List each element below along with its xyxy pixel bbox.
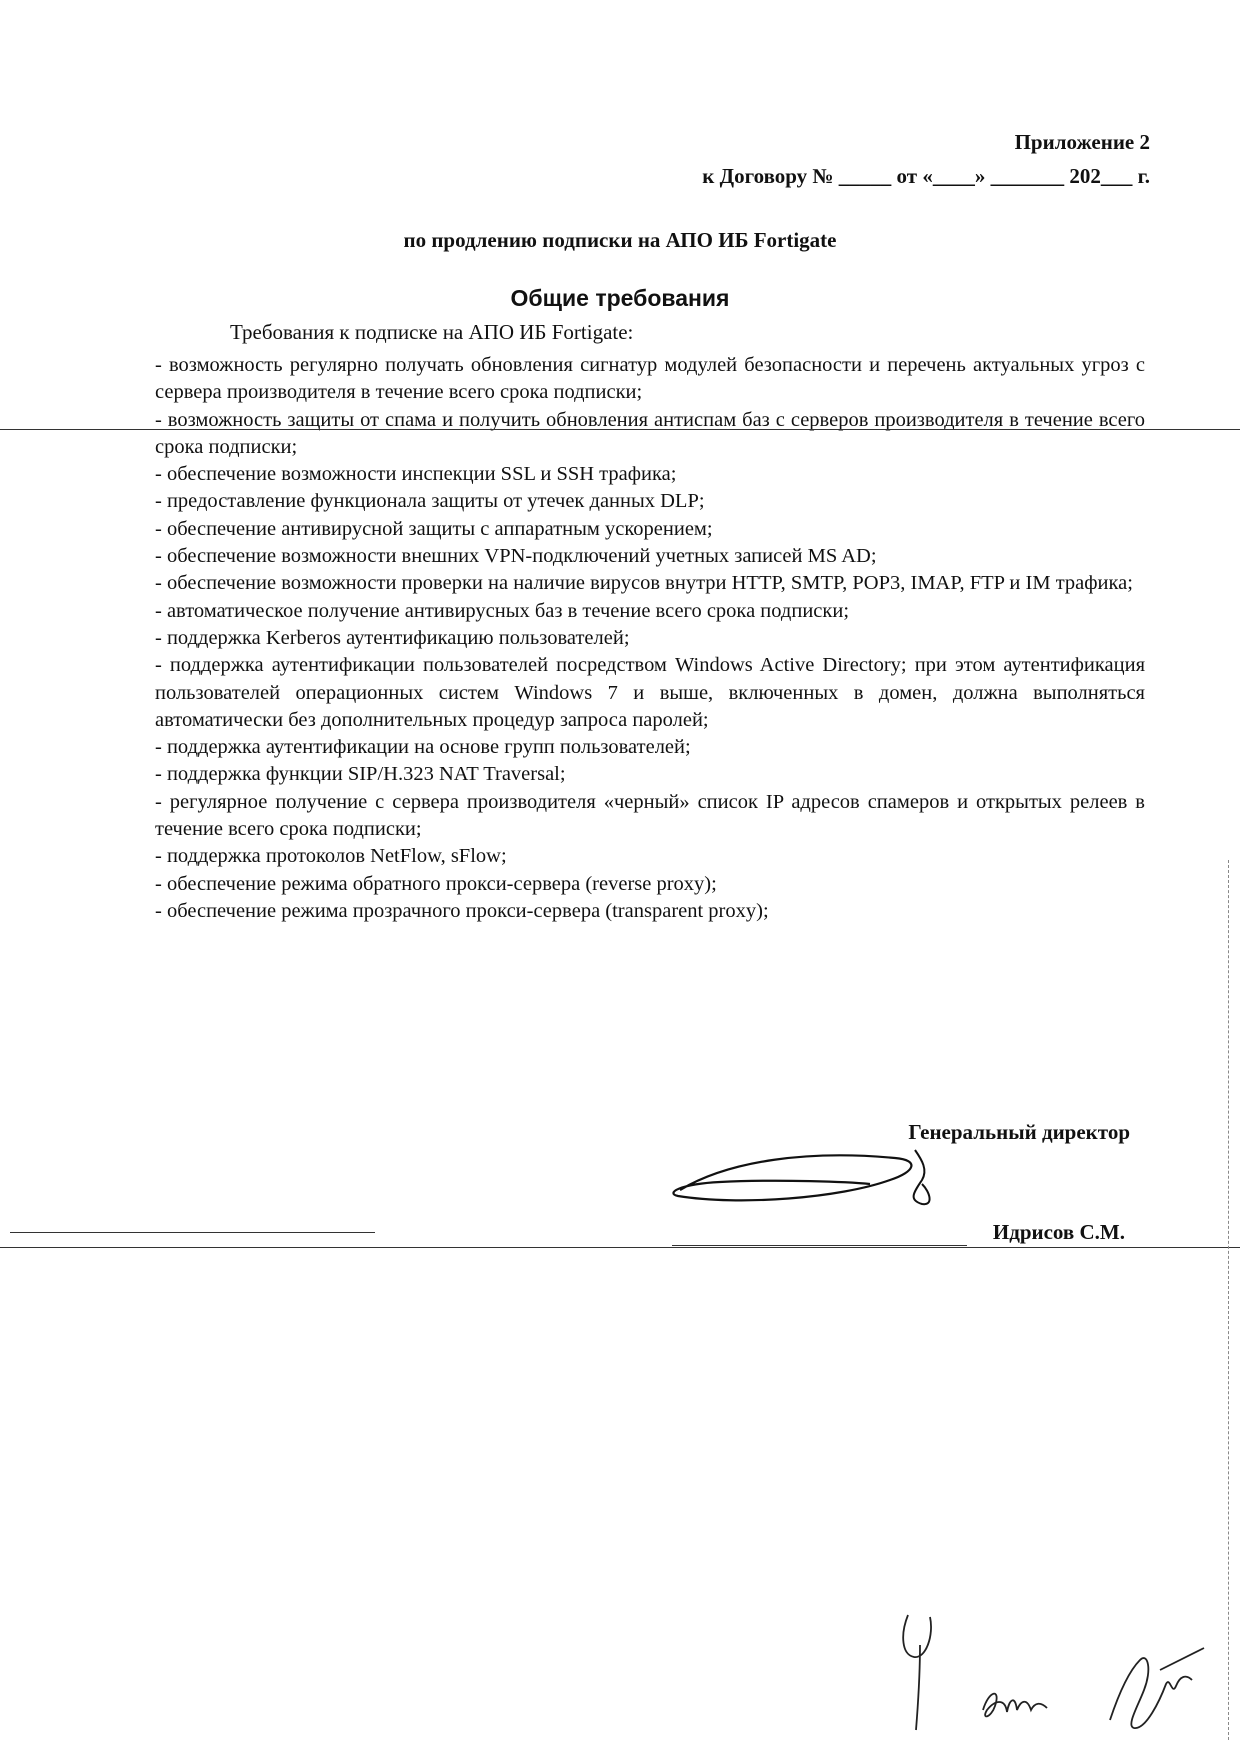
list-item: - поддержка протоколов NetFlow, sFlow; [155,845,507,868]
right-edge-mark [1228,860,1230,1740]
requirements-intro: Требования к подписке на АПО ИБ Fortigate: [230,320,634,344]
list-item: - обеспечение возможности инспекции SSL и SSH трафика; [155,463,677,486]
scan-line-left [10,1232,375,1233]
list-item: - обеспечение режима обратного прокси-сервера (reverse proxy); [155,872,717,895]
list-item: - возможность защиты от спама и получить обновления антиспам баз с серверов производителя в течение всего срока подписки; [155,408,1145,458]
director-signature [660,1140,980,1220]
list-item: - обеспечение возможности проверки на наличие вирусов внутри HTTP, SMTP, POP3, IMAP, FTP и IM трафика; [155,572,1133,595]
scan-line-top [0,429,1240,430]
signature-line [672,1245,967,1246]
list-item: - обеспечение возможности внешних VPN-подключений учетных записей MS AD; [155,545,877,568]
appendix-title: Приложение 2 [1014,130,1150,154]
section-heading: Общие требования [510,285,730,311]
list-item: - поддержка Kerberos аутентификацию пользователей; [155,626,630,649]
list-item: - обеспечение режима прозрачного прокси-сервера (transparent proxy); [155,899,769,922]
scan-line-bottom [0,1247,1240,1248]
list-item: - обеспечение антивирусной защиты с аппаратным ускорением; [155,517,713,540]
contract-reference: к Договору № _____ от «____» _______ 202___ г. [702,164,1150,188]
list-item: - поддержка аутентификации пользователей посредством Windows Active Directory; при этом аутентификация пользователей операционных систем Windows 7 и выше, включенных в домен, должна выполняться автоматически без дополнительных процедур запроса паролей; [155,654,1145,731]
initials-signature-1 [890,1605,950,1735]
list-item: - поддержка функции SIP/H.323 NAT Traversal; [155,763,566,786]
initials-signature-3 [1100,1640,1210,1740]
list-item: - регулярное получение с сервера производителя «черный» список IP адресов спамеров и открытых релеев в течение всего срока подписки; [155,790,1145,841]
requirements-list [155,352,1145,925]
signer-position: Генеральный директор [908,1120,1130,1144]
list-item: - возможность регулярно получать обновления сигнатур модулей безопасности и перечень актуальных угроз с сервера производителя в течение всего срока подписки; [155,354,1145,404]
document-subject: по продлению подписки на АПО ИБ Fortigate [403,228,837,252]
list-item: - поддержка аутентификации на основе групп пользователей; [155,736,691,759]
initials-signature-2 [975,1680,1055,1730]
list-item: - предоставление функционала защиты от утечек данных DLP; [155,490,705,513]
list-item: - автоматическое получение антивирусных баз в течение всего срока подписки; [155,599,850,622]
signer-name: Идрисов С.М. [992,1220,1125,1244]
